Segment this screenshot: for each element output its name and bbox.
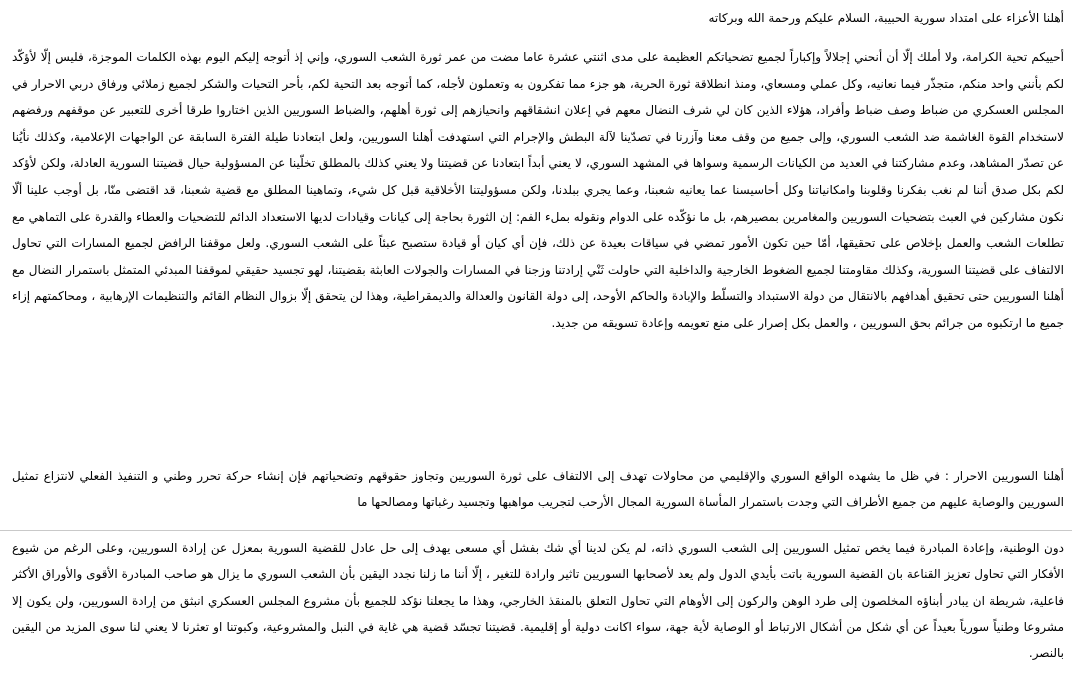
paragraph-main: أحييكم تحية الكرامة، ولا أملك إلّا أن أنحني إجلالاً وإكباراً لجميع تضحياتكم العظيمة على مدى اثنتي عشرة عاما مضت من عمر ثورة الشعب السوري، وإني إذ أتوجه إليكم اليوم بهذه الكلمات الموجزة، فليس إلّا لأؤكّد لكم بأنني واحد منكم، متجذّر فيما نعانيه، وكل عملي ومسعاي، ومنذ انطلاقة ثورة الحرية، هو جزء مما تفكرون به وتعملون لأجله، كما أتوجه بعد التحية لكم، بأحر التحيات والشكر لجميع زملائي ورفاق دربي الاحرار في المجلس العسكري من ضباط وصف ضباط وأفراد، هؤلاء الذين كان لي شرف النضال معهم في إعلان انشقاقهم وانحيازهم إلى ثورة أهلهم، والضباط السوريين الذين اختاروا طرقا أخرى للتعبير عن موقفهم ورفضهم لاستخدام القوة الغاشمة ضد الشعب السوري، وإلى جميع من وقف معنا وآزرنا في تصدّينا لآلة البطش والإجرام التي استهدفت أهلنا السوريين، ولعل ابتعادنا طيلة الفترة السابقة عن الواجهات الإعلامية، وكذلك نأيُنا عن تصدّر المشاهد، وعدم مشاركتنا في العديد من الكيانات الرسمية وسواها في المشهد السوري، لا يعني أبداً ابتعادنا عن قضيتنا ولا يعني كذلك بالمطلق تخلّينا عن المسؤولية حيال قضيتنا السورية العادلة، ولكن لأؤكد لكم بكل صدق أننا لم نغب بفكرنا وقلوبنا وامكانياتنا وكل أحاسيسنا عما يعانيه شعبنا، وعما يجري ببلدنا، ولكن مسؤوليتنا الأخلاقية قبل كل شيء، وتماهينا المطلق مع قضية شعبنا، قد اقتضى منّا، بل أوجب علينا ألّا نكون مشاركين في العبث بتضحيات السوريين والمغامرين بمصيرهم، بل ما نؤكّده على الدوام ونقوله بملء الفم: إن الثورة بحاجة إلى كيانات وقيادات لديها الاستعداد الدائم للتضحيات والعطاء والقدرة على التماهي مع تطلعات الشعب والعمل بإخلاص على تحقيقها، أمّا حين تكون الأمور تمضي في سياقات بعيدة عن ذلك، فإن أي كيان أو قيادة ستصبح عبئاً على الشعب السوري. ولعل موقفنا الرافض لجميع المسارات التي تحاول الالتفاف على قضيتنا السورية، وكذلك مقاومتنا لجميع الضغوط الخارجية والداخلية التي حاولت ثَنْي إرادتنا وزجنا في المسارات والجولات العابثة بقضيتنا، لهو تجسيد حقيقي لموقفنا المبدئي المتمثل باستمرار النضال مع أهلنا السوريين حتى تحقيق أهدافهم بالانتقال من دولة الاستبداد والتسلّط والإبادة والحاكم الأوحد، إلى دولة القانون والعدالة والديمقراطية، وهذا لن يتحقق إلّا بزوال النظام القائم والتنظيمات الإرهابية ، ومحاكمتهم إزاء جميع ما ارتكبوه من جرائم بحق السوريين ، والعمل بكل إصرار على منع تعويمه وإعادة تسويقه من جديد.	[12, 50, 1064, 330]
greeting-line: أهلنا الأعزاء على امتداد سورية الحبيبة، السلام عليكم ورحمة الله وبركاته	[708, 11, 1064, 25]
paragraph-appeal: أهلنا السوريين الاحرار : في ظل ما يشهده الواقع السوري والإقليمي من محاولات تهدف إلى الالتفاف على ثورة السوريين وتجاوز حقوقهم وتضحياتهم فإن إنشاء حركة تحرر وطني و التنفيذ الفعلي لانتزاع تمثيل السوريين والوصاية عليهم من جميع الأطراف التي وجدت باستمرار المأساة السورية المجال الأرحب لتجريب مواهبها وتجسيد رغباتها ومصالحها ما	[12, 469, 1064, 509]
page-divider	[0, 530, 1072, 531]
paragraph-continuation: دون الوطنية، وإعادة المبادرة فيما يخص تمثيل السوريين إلى الشعب السوري ذاته، لم يكن لدينا أي شك بفشل أي مسعى يهدف إلى حل عادل للقضية السورية بمعزل عن إرادة السوريين، وعلى الرغم من شيوع الأفكار التي تحاول تعزيز القناعة بان القضية السورية باتت بأيدي الدول ولم يعد لأصحابها السوريين تاثير وارادة للتغير ، إلّا أننا ما زلنا نجدد اليقين بأن الشعب السوري ما يزال هو صاحب المبادرة الأقوى والأوراق الأكثر فاعلية، شريطة ان يبادر أبناؤه المخلصون إلى طرد الوهن والركون إلى الأوهام التي تحاول التعلق بالمنقذ الخارجي، وهذا ما يجعلنا نؤكد للجميع بأن مشروع المجلس العسكري انبثق من إرادة السوريين، ولن يكون إلا مشروعا وطنياً سورياً بعيداً عن أي شكل من أشكال الارتباط أو الوصاية لأية جهة، سواء اكانت دولية أو إقليمية. قضيتنا تجسّد قضية هي غاية في النبل والمشروعية، وكبوتنا او تعثرنا لا يعني لنا سوى المزيد من اليقين بالنصر.	[12, 541, 1064, 661]
